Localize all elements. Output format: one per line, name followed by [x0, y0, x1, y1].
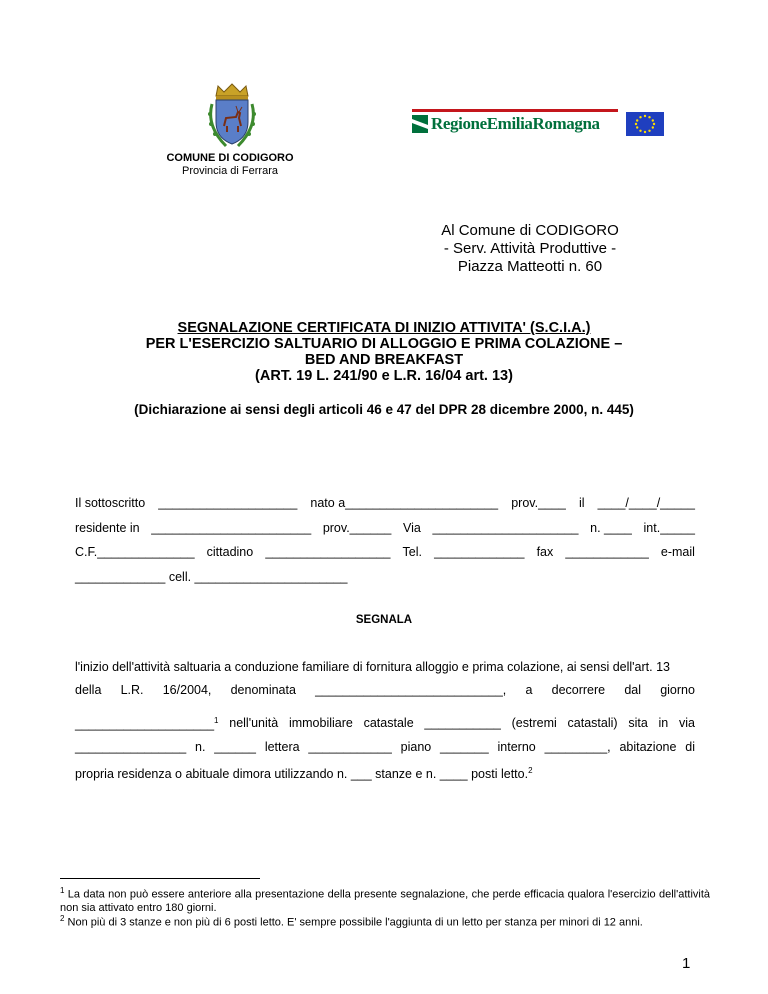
body-word: piano [400, 740, 432, 754]
body-word: giorno [660, 683, 695, 697]
label-email: e-mail [660, 545, 695, 559]
body-word: dal [624, 683, 641, 697]
regione-logo-bar [412, 109, 618, 112]
footnote-number: 2 [60, 914, 65, 923]
footnote-divider [60, 878, 260, 879]
title-line: BED AND BREAKFAST [304, 352, 464, 368]
form-row-contacts [75, 545, 695, 559]
body-word: della [75, 683, 102, 697]
body-line-rooms [75, 766, 533, 781]
body-line: l'inizio dell'attività saltuaria a conduzione familiare di fornitura alloggio e prima colazione, ai sensi dell'art. 13 [75, 660, 670, 674]
footnote-2 [60, 912, 720, 930]
body-text-rooms: propria residenza o abituale dimora utilizzando n. ___ stanze e n. ____ posti letto. [75, 767, 529, 782]
field-email-cell[interactable]: _____________ cell. ______________________ [75, 570, 348, 584]
body-word: L.R. [120, 683, 144, 697]
body-word: n. [195, 740, 206, 754]
field-birthplace[interactable]: nato a______________________ [310, 496, 499, 510]
body-word: di [685, 740, 695, 754]
body-word: interno [497, 740, 536, 754]
field-number[interactable]: n. ____ [590, 521, 632, 535]
footnote-1 [60, 884, 710, 915]
footnote-number: 1 [60, 886, 65, 895]
document-title [80, 320, 688, 384]
title-line: (ART. 19 L. 241/90 e L.R. 16/04 art. 13) [255, 368, 513, 384]
field-birth-date[interactable]: ____/____/_____ [597, 496, 695, 510]
field-cadastral[interactable]: ___________ [424, 716, 501, 730]
regione-logo [412, 109, 618, 135]
body-word: immobiliare [288, 716, 353, 730]
body-line-catastale [75, 716, 695, 731]
footnote-ref-2: 2 [528, 766, 533, 775]
page-number: 1 [682, 955, 691, 972]
field-civic-number[interactable]: ______ [214, 740, 257, 754]
regione-mark-icon [412, 115, 428, 133]
label-residente: residente in [75, 521, 140, 535]
comune-label [140, 152, 320, 178]
label-tel: Tel. [402, 545, 422, 559]
field-via[interactable]: ________________ [75, 740, 187, 754]
address-line: - Serv. Attività Produttive - [443, 240, 617, 257]
footnote-text: La data non può essere anteriore alla presentazione della presente segnalazione, che perde efficacia qualora l'esercizio dell'attività non sia attivato entro 180 giorni. [60, 888, 710, 914]
segnala-heading: SEGNALA [355, 614, 413, 626]
form-row-residence [75, 521, 695, 535]
body-word: denominata [230, 683, 296, 697]
label-sottoscritto: Il sottoscritto [75, 496, 146, 510]
footnote-text: Non più di 3 stanze e non più di 6 posti letto. E' sempre possibile l'aggiunta di un letto per stanza per minori di 12 anni. [64, 916, 643, 929]
footnote-ref-1: 1 [214, 716, 219, 725]
field-codice-fiscale[interactable]: C.F.______________ [75, 545, 195, 559]
title-line: PER L'ESERCIZIO SALTUARIO DI ALLOGGIO E PRIMA COLAZIONE – [145, 336, 623, 352]
field-interno[interactable]: _________, [544, 740, 611, 754]
field-phone[interactable]: _____________ [434, 545, 525, 559]
field-piano[interactable]: _______ [440, 740, 489, 754]
coat-of-arms-icon [196, 82, 268, 152]
address-line: Piazza Matteotti n. 60 [457, 258, 603, 275]
comune-name: COMUNE DI CODIGORO [166, 152, 294, 164]
eu-flag-icon [626, 112, 664, 136]
body-word: in [658, 716, 669, 730]
address-line: Al Comune di CODIGORO [441, 222, 619, 239]
field-int[interactable]: int._____ [643, 521, 695, 535]
field-denominazione[interactable]: ___________________________, [315, 683, 507, 697]
body-word: lettera [264, 740, 300, 754]
body-line-denominata [75, 683, 695, 697]
field-citizenship[interactable]: __________________ [265, 545, 391, 559]
declaration-note: (Dichiarazione ai sensi degli articoli 46 e 47 del DPR 28 dicembre 2000, n. 445) [134, 402, 634, 417]
field-lettera[interactable]: ____________ [308, 740, 392, 754]
body-word: sita [628, 716, 648, 730]
label-cittadino: cittadino [206, 545, 254, 559]
body-word: catastali) [567, 716, 618, 730]
provincia-name: Provincia di Ferrara [182, 165, 278, 177]
body-word: nell'unità [229, 716, 279, 730]
field-residence[interactable]: _______________________ [151, 521, 312, 535]
body-word: 16/2004, [162, 683, 212, 697]
body-word: a [525, 683, 533, 697]
field-residence-province[interactable]: prov.______ [322, 521, 392, 535]
form-row-personal [75, 496, 695, 510]
body-word: catastale [363, 716, 414, 730]
label-fax: fax [536, 545, 554, 559]
label-via: Via [403, 521, 421, 535]
title-line: SEGNALAZIONE CERTIFICATA DI INIZIO ATTIVITA' (S.C.I.A.) [177, 320, 591, 336]
field-street[interactable]: _____________________ [432, 521, 579, 535]
field-start-date[interactable]: ____________________$^1$ [75, 716, 219, 732]
field-fax[interactable]: ____________ [565, 545, 649, 559]
body-word: abitazione [619, 740, 677, 754]
regione-logo-text: RegioneEmiliaRomagna [431, 114, 600, 133]
body-line-address [75, 740, 695, 754]
body-word: decorrere [551, 683, 606, 697]
recipient-address [420, 222, 640, 276]
body-word: via [679, 716, 695, 730]
body-word: (estremi [511, 716, 557, 730]
label-il: il [578, 496, 585, 510]
field-name[interactable]: ____________________ [158, 496, 298, 510]
field-birth-province[interactable]: prov.____ [511, 496, 566, 510]
